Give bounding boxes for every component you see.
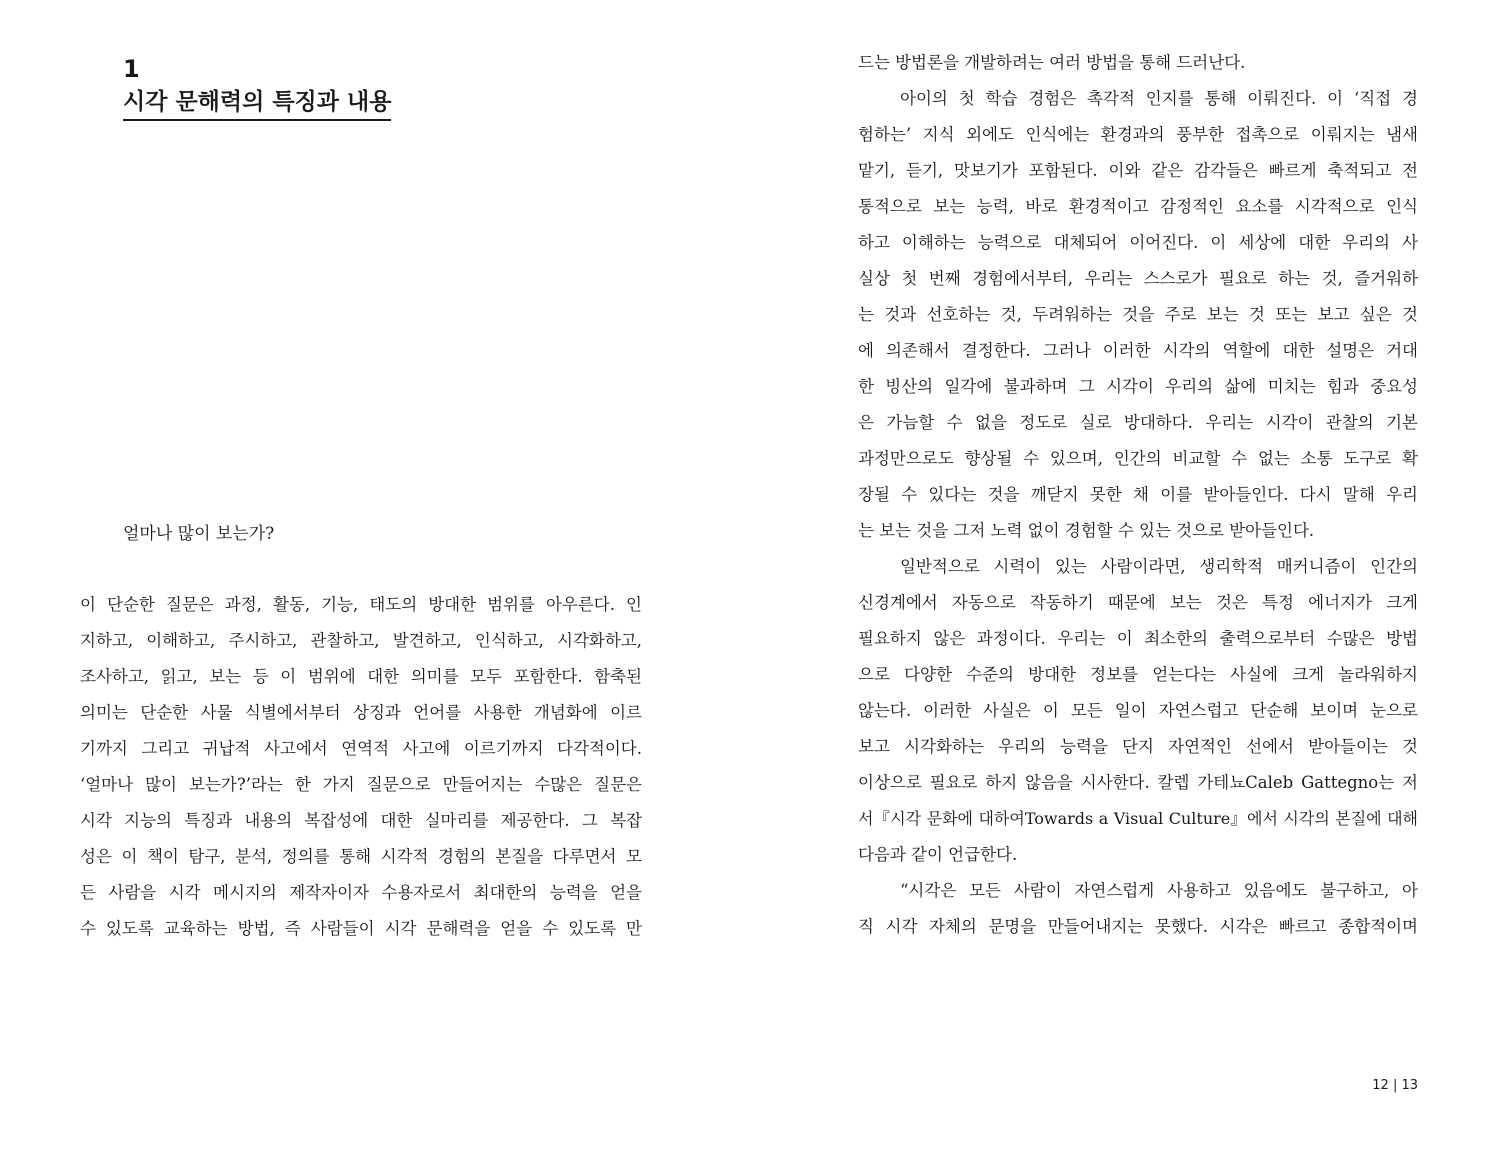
body-line: 서『시각 문화에 대하여Towards a Visual Culture』에서 시각의 본질에 대해 <box>858 809 1418 828</box>
body-line: ‘얼마나 많이 보는가?’라는 한 가지 질문으로 만들어지는 수많은 질문은 <box>80 775 642 794</box>
body-line: 수 있도록 교육하는 방법, 즉 사람들이 시각 문해력을 얻을 수 있도록 만 <box>80 919 642 938</box>
body-line: 은 가늠할 수 없을 정도로 실로 방대하다. 우리는 시각이 관찰의 기본 <box>858 413 1418 432</box>
section-question: 얼마나 많이 보는가? <box>123 524 275 544</box>
body-line: 는 것과 선호하는 것, 두려워하는 것을 주로 보는 것 또는 보고 싶은 것 <box>858 305 1418 324</box>
page-numbers: 12 | 13 <box>1372 1078 1418 1093</box>
body-line: 하고 이해하는 능력으로 대체되어 이어진다. 이 세상에 대한 우리의 사 <box>858 233 1418 252</box>
quote-first-line: “시각은 모든 사람이 자연스럽게 사용하고 있음에도 불구하고, 아 <box>900 881 1418 900</box>
body-line: 험하는’ 지식 외에도 인식에는 환경과의 풍부한 접촉으로 이뤄지는 냄새 <box>858 125 1418 144</box>
body-line: 맡기, 듣기, 맛보기가 포함된다. 이와 같은 감각들은 빠르게 축적되고 전 <box>858 161 1418 180</box>
body-line: 다음과 같이 언급한다. <box>858 845 1018 864</box>
body-line: 의미는 단순한 사물 식별에서부터 상징과 언어를 사용한 개념화에 이르 <box>80 703 642 722</box>
body-line: 한 빙산의 일각에 불과하며 그 시각이 우리의 삶에 미치는 힘과 중요성 <box>858 377 1418 396</box>
body-line: 장될 수 있다는 것을 깨닫지 못한 채 이를 받아들인다. 다시 말해 우리 <box>858 485 1418 504</box>
body-line: 든 사람을 시각 메시지의 제작자이자 수용자로서 최대한의 능력을 얻을 <box>80 883 642 902</box>
body-line: 직 시각 자체의 문명을 만들어내지는 못했다. 시각은 빠르고 종합적이며 <box>858 917 1418 936</box>
body-line: 성은 이 책이 탐구, 분석, 정의를 통해 시각적 경험의 본질을 다루면서 모 <box>80 847 642 866</box>
body-line: 시각 지능의 특징과 내용의 복잡성에 대한 실마리를 제공한다. 그 복잡 <box>80 811 642 830</box>
body-line: 는 보는 것을 그저 노력 없이 경험할 수 있는 것으로 받아들인다. <box>858 521 1315 540</box>
body-line: 조사하고, 읽고, 보는 등 이 범위에 대한 의미를 모두 포함한다. 함축된 <box>80 667 642 686</box>
body-line: 않는다. 이러한 사실은 이 모든 일이 자연스럽고 단순해 보이며 눈으로 <box>858 701 1418 720</box>
body-line: 에 의존해서 결정한다. 그러나 이러한 시각의 역할에 대한 설명은 거대 <box>858 341 1418 360</box>
body-line: 기까지 그리고 귀납적 사고에서 연역적 사고에 이르기까지 다각적이다. <box>80 739 642 758</box>
paragraph-first-line: 아이의 첫 학습 경험은 촉각적 인지를 통해 이뤄진다. 이 ‘직접 경 <box>900 89 1418 108</box>
body-line: 실상 첫 번째 경험에서부터, 우리는 스스로가 필요로 하는 것, 즐거워하 <box>858 269 1418 288</box>
right-body-text <box>858 45 1418 945</box>
body-line: 과정만으로도 향상될 수 있으며, 인간의 비교할 수 없는 소통 도구로 확 <box>858 449 1418 468</box>
chapter-number: 1 <box>123 55 140 83</box>
body-line: 으로 다양한 수준의 방대한 정보를 얻는다는 사실에 크게 놀라워하지 <box>858 665 1418 684</box>
body-line: 신경계에서 자동으로 작동하기 때문에 보는 것은 특정 에너지가 크게 <box>858 593 1418 612</box>
body-line: 이상으로 필요로 하지 않음을 시사한다. 칼렙 가테뇨Caleb Gattegno는 저 <box>858 773 1418 792</box>
chapter-title: 시각 문해력의 특징과 내용 <box>123 86 391 121</box>
paragraph-first-line: 일반적으로 시력이 있는 사람이라면, 생리학적 매커니즘이 인간의 <box>900 557 1418 576</box>
body-line: 통적으로 보는 능력, 바로 환경적이고 감정적인 요소를 시각적으로 인식 <box>858 197 1418 216</box>
body-line: 지하고, 이해하고, 주시하고, 관찰하고, 발견하고, 인식하고, 시각화하고, <box>80 631 642 650</box>
left-body-text <box>80 587 642 947</box>
body-line: 필요하지 않은 과정이다. 우리는 이 최소한의 출력으로부터 수많은 방법 <box>858 629 1418 648</box>
body-line: 드는 방법론을 개발하려는 여러 방법을 통해 드러난다. <box>858 53 1246 72</box>
body-line: 보고 시각화하는 우리의 능력을 단지 자연적인 선에서 받아들이는 것 <box>858 737 1418 756</box>
body-line: 이 단순한 질문은 과정, 활동, 기능, 태도의 방대한 범위를 아우른다. 인 <box>80 595 642 614</box>
